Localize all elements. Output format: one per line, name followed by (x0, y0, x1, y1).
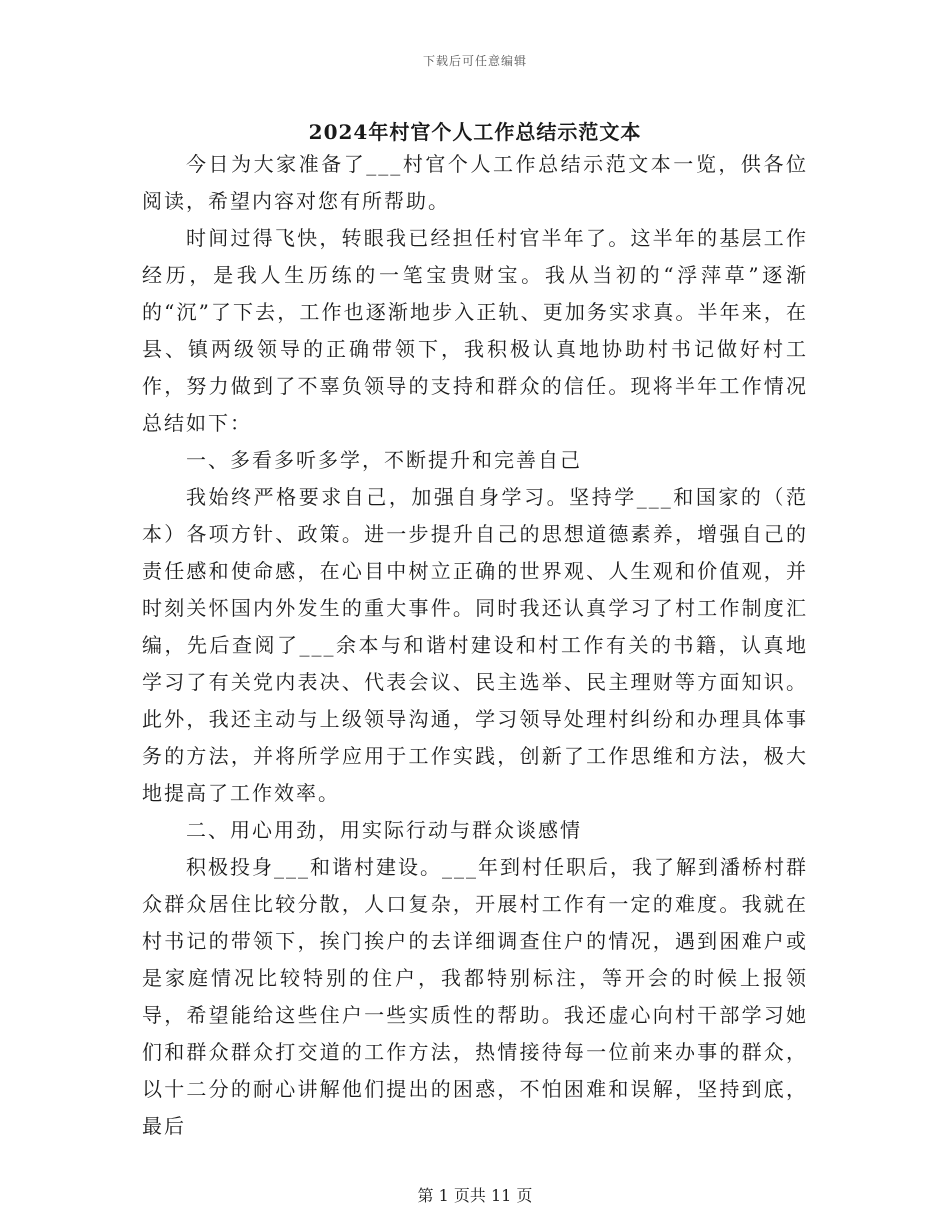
paragraph-community: 积极投身___和谐村建设。___年到村任职后，我了解到潘桥村群众群众居住比较分散，人口复杂，开展村工作有一定的难度。我就在村书记的带领下，挨门挨户的去详细调查住户的情况，遇到困难户或是家庭情况比较特别的住户，我都特别标注，等开会的时候上报领导，希望能给这些住户一些实质性的帮助。我还虚心向村干部学习她们和群众群众打交道的工作方法，热情接待每一位前来办事的群众，以十二分的耐心讲解他们提出的困惑，不怕困难和误解，坚持到底，最后 (142, 855, 808, 1138)
page-number: 第 1 页共 11 页 (417, 1186, 533, 1205)
paragraph-study: 我始终严格要求自己，加强自身学习。坚持学___和国家的（范本）各项方针、政策。进一步提升自己的思想道德素养，增强自己的责任感和使命感，在心目中树立正确的世界观、人生观和价值观，并时刻关怀国内外发生的重大事件。同时我还认真学习了村工作制度汇编，先后查阅了___余本与和谐村建设和村工作有关的书籍，认真地学习了有关党内表决、代表会议、民主选举、民主理财等方面知识。此外，我还主动与上级领导沟通，学习领导处理村纠纷和办理具体事务的方法，并将所学应用于工作实践，创新了工作思维和方法，极大地提高了工作效率。 (142, 485, 808, 805)
section-heading-2: 二、用心用劲，用实际行动与群众谈感情 (186, 818, 582, 842)
document-title: 2024年村官个人工作总结示范文本 (308, 120, 642, 144)
paragraph-intro: 今日为大家准备了___村官个人工作总结示范文本一览，供各位阅读，希望内容对您有所帮助。 (142, 152, 808, 213)
section-heading-1: 一、多看多听多学，不断提升和完善自己 (186, 448, 582, 472)
document-body (142, 146, 808, 1145)
header-note: 下载后可任意编辑 (422, 54, 527, 68)
paragraph-overview: 时间过得飞快，转眼我已经担任村官半年了。这半年的基层工作经历，是我人生历练的一笔宝贵财宝。我从当初的“浮萍草”逐渐的“沉”了下去，工作也逐渐地步入正轨、更加务实求真。半年来，在县、镇两级领导的正确带领下，我积极认真地协助村书记做好村工作，努力做到了不辜负领导的支持和群众的信任。现将半年工作情况总结如下： (142, 226, 808, 435)
